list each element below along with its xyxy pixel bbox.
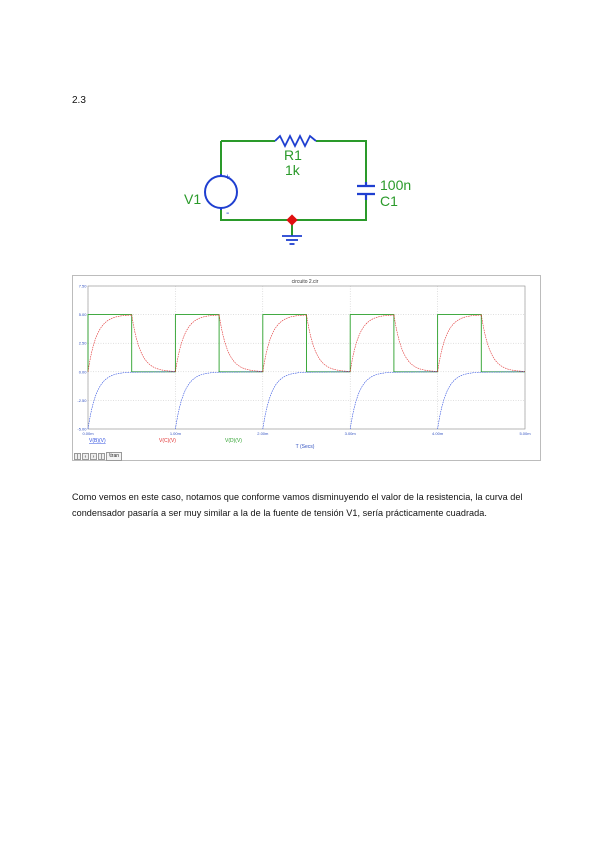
node-marker (286, 214, 297, 225)
legend-v-d: V(D)(V) (225, 438, 242, 444)
minus-sign: - (226, 208, 230, 219)
x-tick-label: 3.00m (344, 431, 356, 436)
circuit-schematic (170, 124, 420, 254)
tab-first-button[interactable]: | (74, 453, 81, 460)
sheet-tabs (74, 452, 122, 460)
tab-next-button[interactable]: › (90, 453, 97, 460)
y-tick-label: -2.50 (77, 397, 87, 403)
chart-labels (77, 284, 531, 437)
y-tick-label: 2.50 (78, 340, 87, 346)
y-tick-label: 7.50 (78, 283, 87, 289)
legend-v-b: V(B)(V) (89, 438, 106, 444)
y-tick-label: 0.00 (78, 369, 87, 375)
y-tick-label: -5.00 (77, 426, 87, 432)
x-tick-label: 4.00m (432, 431, 444, 436)
chart-title: circuito 2.cir (291, 279, 319, 285)
simulation-window (72, 275, 541, 461)
chart-series (88, 315, 525, 429)
voltage-source-v1 (205, 176, 237, 208)
section-number: 2.3 (72, 95, 86, 106)
legend-v-c: V(C)(V) (159, 438, 176, 444)
x-tick-label: 5.00m (519, 431, 531, 436)
tab-last-button[interactable]: | (98, 453, 105, 460)
plus-sign: + (225, 172, 231, 182)
tab-prev-button[interactable]: ‹ (82, 453, 89, 460)
r1-value: 1k (285, 162, 300, 178)
tab-tran[interactable]: \tran (106, 452, 122, 461)
x-tick-label: 2.00m (257, 431, 269, 436)
y-tick-label: 5.00 (78, 312, 87, 318)
x-tick-label: 0.00m (82, 431, 94, 436)
x-tick-label: 1.00m (169, 431, 181, 436)
resistor-r1 (275, 136, 316, 146)
v1-name: V1 (184, 191, 202, 207)
wire-top-right (316, 141, 366, 182)
c1-name: C1 (380, 193, 398, 209)
r1-name: R1 (284, 147, 302, 163)
c1-value: 100n (380, 177, 412, 193)
conclusion-text: Como vemos en este caso, notamos que conforme vamos disminuyendo el valor de la resistencia, la curva del condensador pasaría a ser muy similar a la de la fuente de tensión V1, sería prácticamente cuadrada. (72, 492, 523, 518)
conclusion-paragraph (72, 489, 532, 521)
transient-chart (73, 276, 542, 452)
x-axis-label: T (Secs) (295, 444, 315, 450)
